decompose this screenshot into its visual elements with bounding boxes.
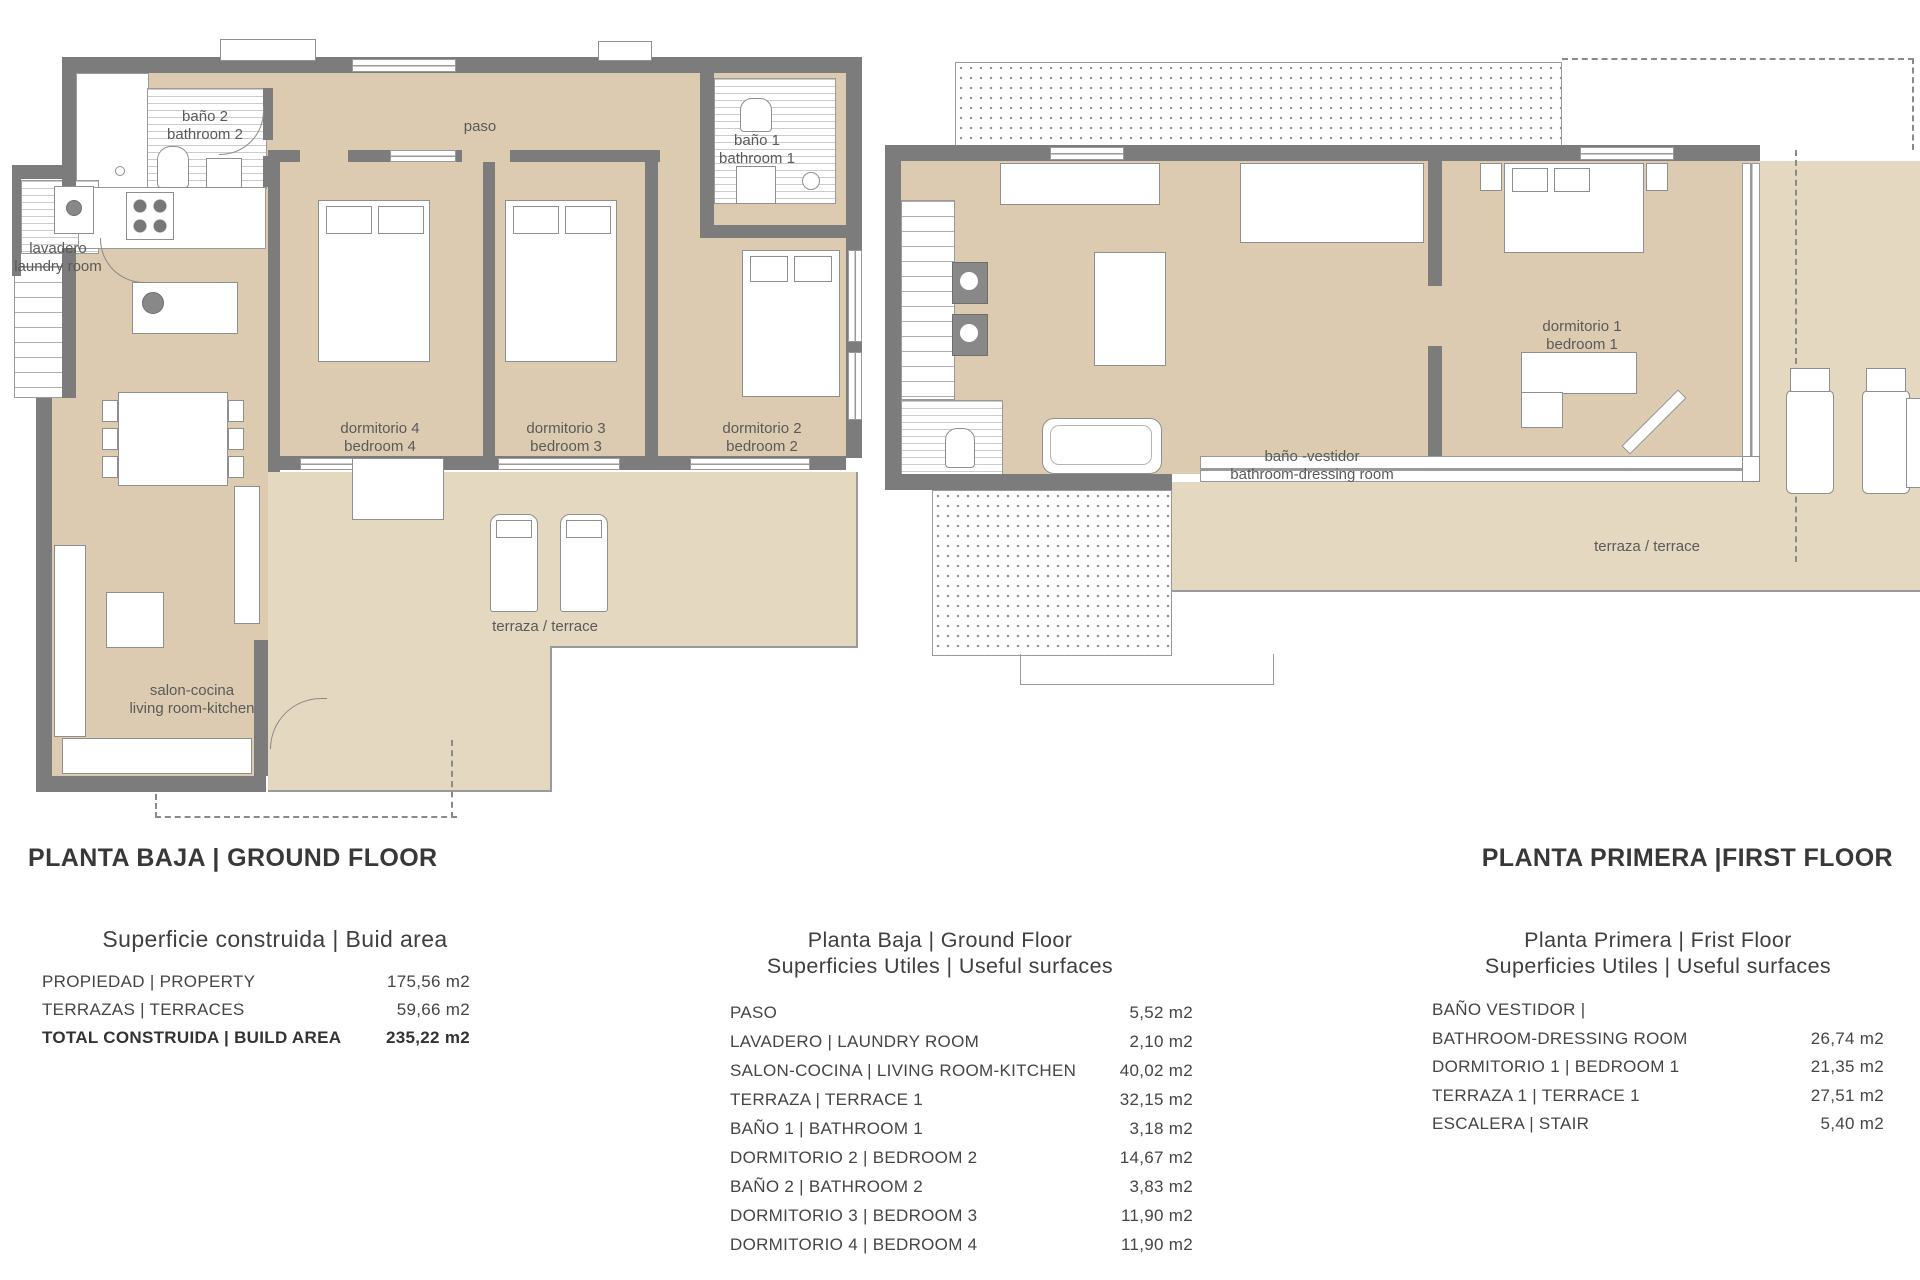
label-line: terraza / terrace [492,618,598,635]
terrace-edge-bottom [268,790,552,792]
room-label-bath-dressing [1230,448,1393,484]
row-label: TERRAZAS | TERRACES [42,1000,245,1019]
row-value: 59,66 m2 [396,1000,470,1019]
table-rows [42,972,470,1072]
window [498,458,620,470]
row-label: DORMITORIO 3 | BEDROOM 3 [730,1206,978,1225]
wall-segment [36,398,52,792]
table-header-line1: Planta Primera | Frist Floor [1524,928,1792,952]
lounger-pillow [566,520,602,538]
row-label: SALON-COCINA | LIVING ROOM-KITCHEN [730,1061,1077,1080]
window-bay [598,41,652,61]
terrace-edge-right [856,472,858,648]
label-line: dormitorio 1 [1542,318,1622,335]
area-row [730,1235,1193,1255]
terrace-edge-bottom-right [550,646,858,648]
area-row [730,1177,1193,1197]
row-value: 5,52 m2 [1129,1003,1193,1022]
area-row [1432,1057,1884,1077]
label-line: lavadero [29,240,87,257]
closet [1094,252,1166,366]
row-label: DORMITORIO 1 | BEDROOM 1 [1432,1057,1680,1076]
cooktop [126,192,174,240]
room-label-bathroom2 [167,108,243,144]
window [848,250,862,342]
area-row [1432,1086,1884,1106]
chair [228,400,244,422]
row-label: LAVADERO | LAUNDRY ROOM [730,1032,980,1051]
label-line: dormitorio 3 [526,420,606,437]
row-value: 11,90 m2 [1120,1235,1193,1254]
chair [102,428,118,450]
area-row [730,1148,1193,1168]
washbasin-bowl [960,272,978,290]
railing-corner [1742,456,1760,482]
label-line: laundry room [14,258,102,275]
label-line: baño 2 [182,108,228,125]
pillow [565,206,611,234]
projection-line [155,816,457,818]
shower [736,166,776,204]
label-line: bedroom 2 [726,438,798,455]
label-line: bedroom 4 [344,438,416,455]
terrace-chair [1862,390,1910,494]
row-value: 235,22 m2 [386,1028,470,1047]
toilet [157,146,189,188]
row-value: 26,74 m2 [1810,1029,1884,1048]
row-value: 40,02 m2 [1119,1061,1193,1080]
pillow [794,256,832,282]
window-bay [220,39,316,61]
terrace-table [352,458,444,520]
wall-segment [263,88,273,140]
row-label: BAÑO 1 | BATHROOM 1 [730,1119,924,1138]
wall-segment [700,73,714,238]
chair [228,428,244,450]
terrace-edge-step [550,648,552,792]
exterior-stair [14,266,64,398]
ground-floor-title: PLANTA BAJA | GROUND FLOOR [28,844,438,872]
window [690,458,810,470]
table-header-line1: Planta Baja | Ground Floor [807,928,1073,952]
area-row [730,1090,1193,1110]
row-value: 11,90 m2 [1120,1206,1193,1225]
sofa [1521,392,1563,428]
room-label-bedroom4 [340,420,419,456]
wall-segment [885,474,1172,490]
lounger-pillow [496,520,532,538]
area-row [1432,1000,1884,1020]
area-row [730,1061,1193,1081]
label-line: bathroom-dressing room [1230,466,1394,483]
room-label-paso [464,118,497,136]
chair-back [1790,368,1830,392]
row-label: PASO [730,1003,778,1022]
wall-segment [62,57,76,169]
wall-segment [70,57,862,73]
wall-segment [62,162,76,186]
projection-line [1795,150,1797,562]
row-value: 32,15 m2 [1119,1090,1193,1109]
label-line: bedroom 1 [1546,336,1618,353]
label-line: dormitorio 2 [722,420,802,437]
label-line: bathroom 2 [167,126,243,143]
room-label-bedroom3 [526,420,605,456]
pillow [750,256,788,282]
table-header-line2: Superficies Utiles | Useful surfaces [1484,954,1832,978]
area-row [730,1032,1193,1052]
pillow [513,206,559,234]
tv-unit [234,486,260,624]
window [848,352,862,420]
chair [102,400,118,422]
entry-hall [76,73,149,189]
table-header-line2: Superficies Utiles | Useful surfaces [766,954,1114,978]
label-line: salon-cocina [149,682,235,699]
pillow [1512,168,1548,192]
wall-segment [254,640,268,776]
wall-segment [700,225,846,238]
staircase [901,200,955,400]
nightstand [1480,163,1502,191]
railing-right [1742,163,1760,458]
row-value: 3,18 m2 [1129,1119,1193,1138]
washer-drum [66,200,82,216]
table-rows [1432,1000,1884,1150]
double-door [390,150,456,162]
row-value: 2,10 m2 [1129,1032,1193,1051]
sofa-bottom [62,738,252,774]
terrace-chair [1786,390,1834,494]
first-terrace-bottom [1168,482,1920,592]
pillow [378,206,424,234]
room-label-bedroom2 [722,420,801,456]
terrace-edge [1168,590,1920,592]
projection-line [155,794,157,818]
door-gap [462,150,510,162]
area-row [730,1003,1193,1023]
open-terrace-outline [1562,58,1914,150]
closet [1240,163,1424,243]
area-row [730,1206,1193,1226]
area-row [1432,1114,1884,1134]
terrace-table-partial [1906,398,1920,488]
sofa [1521,352,1637,394]
row-label: TERRAZA | TERRACE 1 [730,1090,924,1109]
sofa-left [54,545,86,737]
washbasin-bowl [960,324,978,342]
chair [102,456,118,478]
label-line: baño -vestidor [1264,448,1360,465]
roof-terrace-dotted [955,62,1562,150]
area-row [1432,1029,1884,1049]
table-rows [730,1003,1193,1273]
row-value: 5,40 m2 [1820,1114,1884,1133]
row-value: 27,51 m2 [1810,1086,1884,1105]
row-value: 3,83 m2 [1129,1177,1193,1196]
room-label-terrace [1594,538,1700,556]
window [1580,147,1674,160]
toilet [740,98,772,132]
table-header: Superficie construida | Buid area [102,926,448,952]
toilet [945,428,975,468]
row-label: PROPIEDAD | PROPERTY [42,972,256,991]
row-label: TERRAZA 1 | TERRACE 1 [1432,1086,1640,1105]
coffee-table [106,592,164,648]
row-value: 175,56 m2 [386,972,470,991]
room-label-terrace [492,618,598,636]
dining-table [118,392,228,486]
bathtub-inner [1050,425,1152,465]
area-row-total [42,1028,470,1048]
row-label: DORMITORIO 4 | BEDROOM 4 [730,1235,978,1254]
room-label-salon [129,682,254,718]
label-line: bedroom 3 [530,438,602,455]
room-label-bedroom1 [1542,318,1621,354]
island-sink [142,292,164,314]
area-row [730,1119,1193,1139]
row-label: TOTAL CONSTRUIDA | BUILD AREA [42,1028,342,1047]
door-knob-dot [115,166,125,176]
area-row [42,1000,470,1020]
window [352,59,456,72]
row-label: BAÑO VESTIDOR | [1432,1000,1586,1019]
pillow [1554,168,1590,192]
label-line: terraza / terrace [1594,538,1700,555]
wall-segment [885,145,901,490]
wall-segment [268,162,280,472]
pillow [326,206,372,234]
first-floor-title: PLANTA PRIMERA |FIRST FLOOR [1481,844,1893,872]
footprint-outline [1020,654,1274,685]
row-label: ESCALERA | STAIR [1432,1114,1590,1133]
wall-segment [483,162,495,462]
label-line: dormitorio 4 [340,420,420,437]
wall-segment [36,776,266,792]
closet [1000,163,1160,205]
room-label-laundry [14,240,102,276]
chair [228,456,244,478]
row-label: BATHROOM-DRESSING ROOM [1432,1029,1688,1048]
row-value: 21,35 m2 [1810,1057,1884,1076]
row-label: DORMITORIO 2 | BEDROOM 2 [730,1148,978,1167]
row-value: 14,67 m2 [1119,1148,1193,1167]
projection-line [451,740,453,818]
label-line: bathroom 1 [719,150,795,167]
label-line: living room-kitchen [129,700,255,717]
door-gap [300,150,348,162]
nightstand [1646,163,1668,191]
wall-segment [645,162,658,462]
wall-segment [1428,161,1442,286]
sink [206,158,242,188]
label-line: paso [463,118,497,135]
area-row [42,972,470,992]
room-label-bathroom1 [719,132,795,168]
label-line: baño 1 [734,132,780,149]
lower-dotted-area [932,490,1172,656]
window [1050,147,1124,160]
wall-segment [1428,346,1442,474]
row-label: BAÑO 2 | BATHROOM 2 [730,1177,924,1196]
sink [802,172,820,190]
chair-back [1866,368,1906,392]
